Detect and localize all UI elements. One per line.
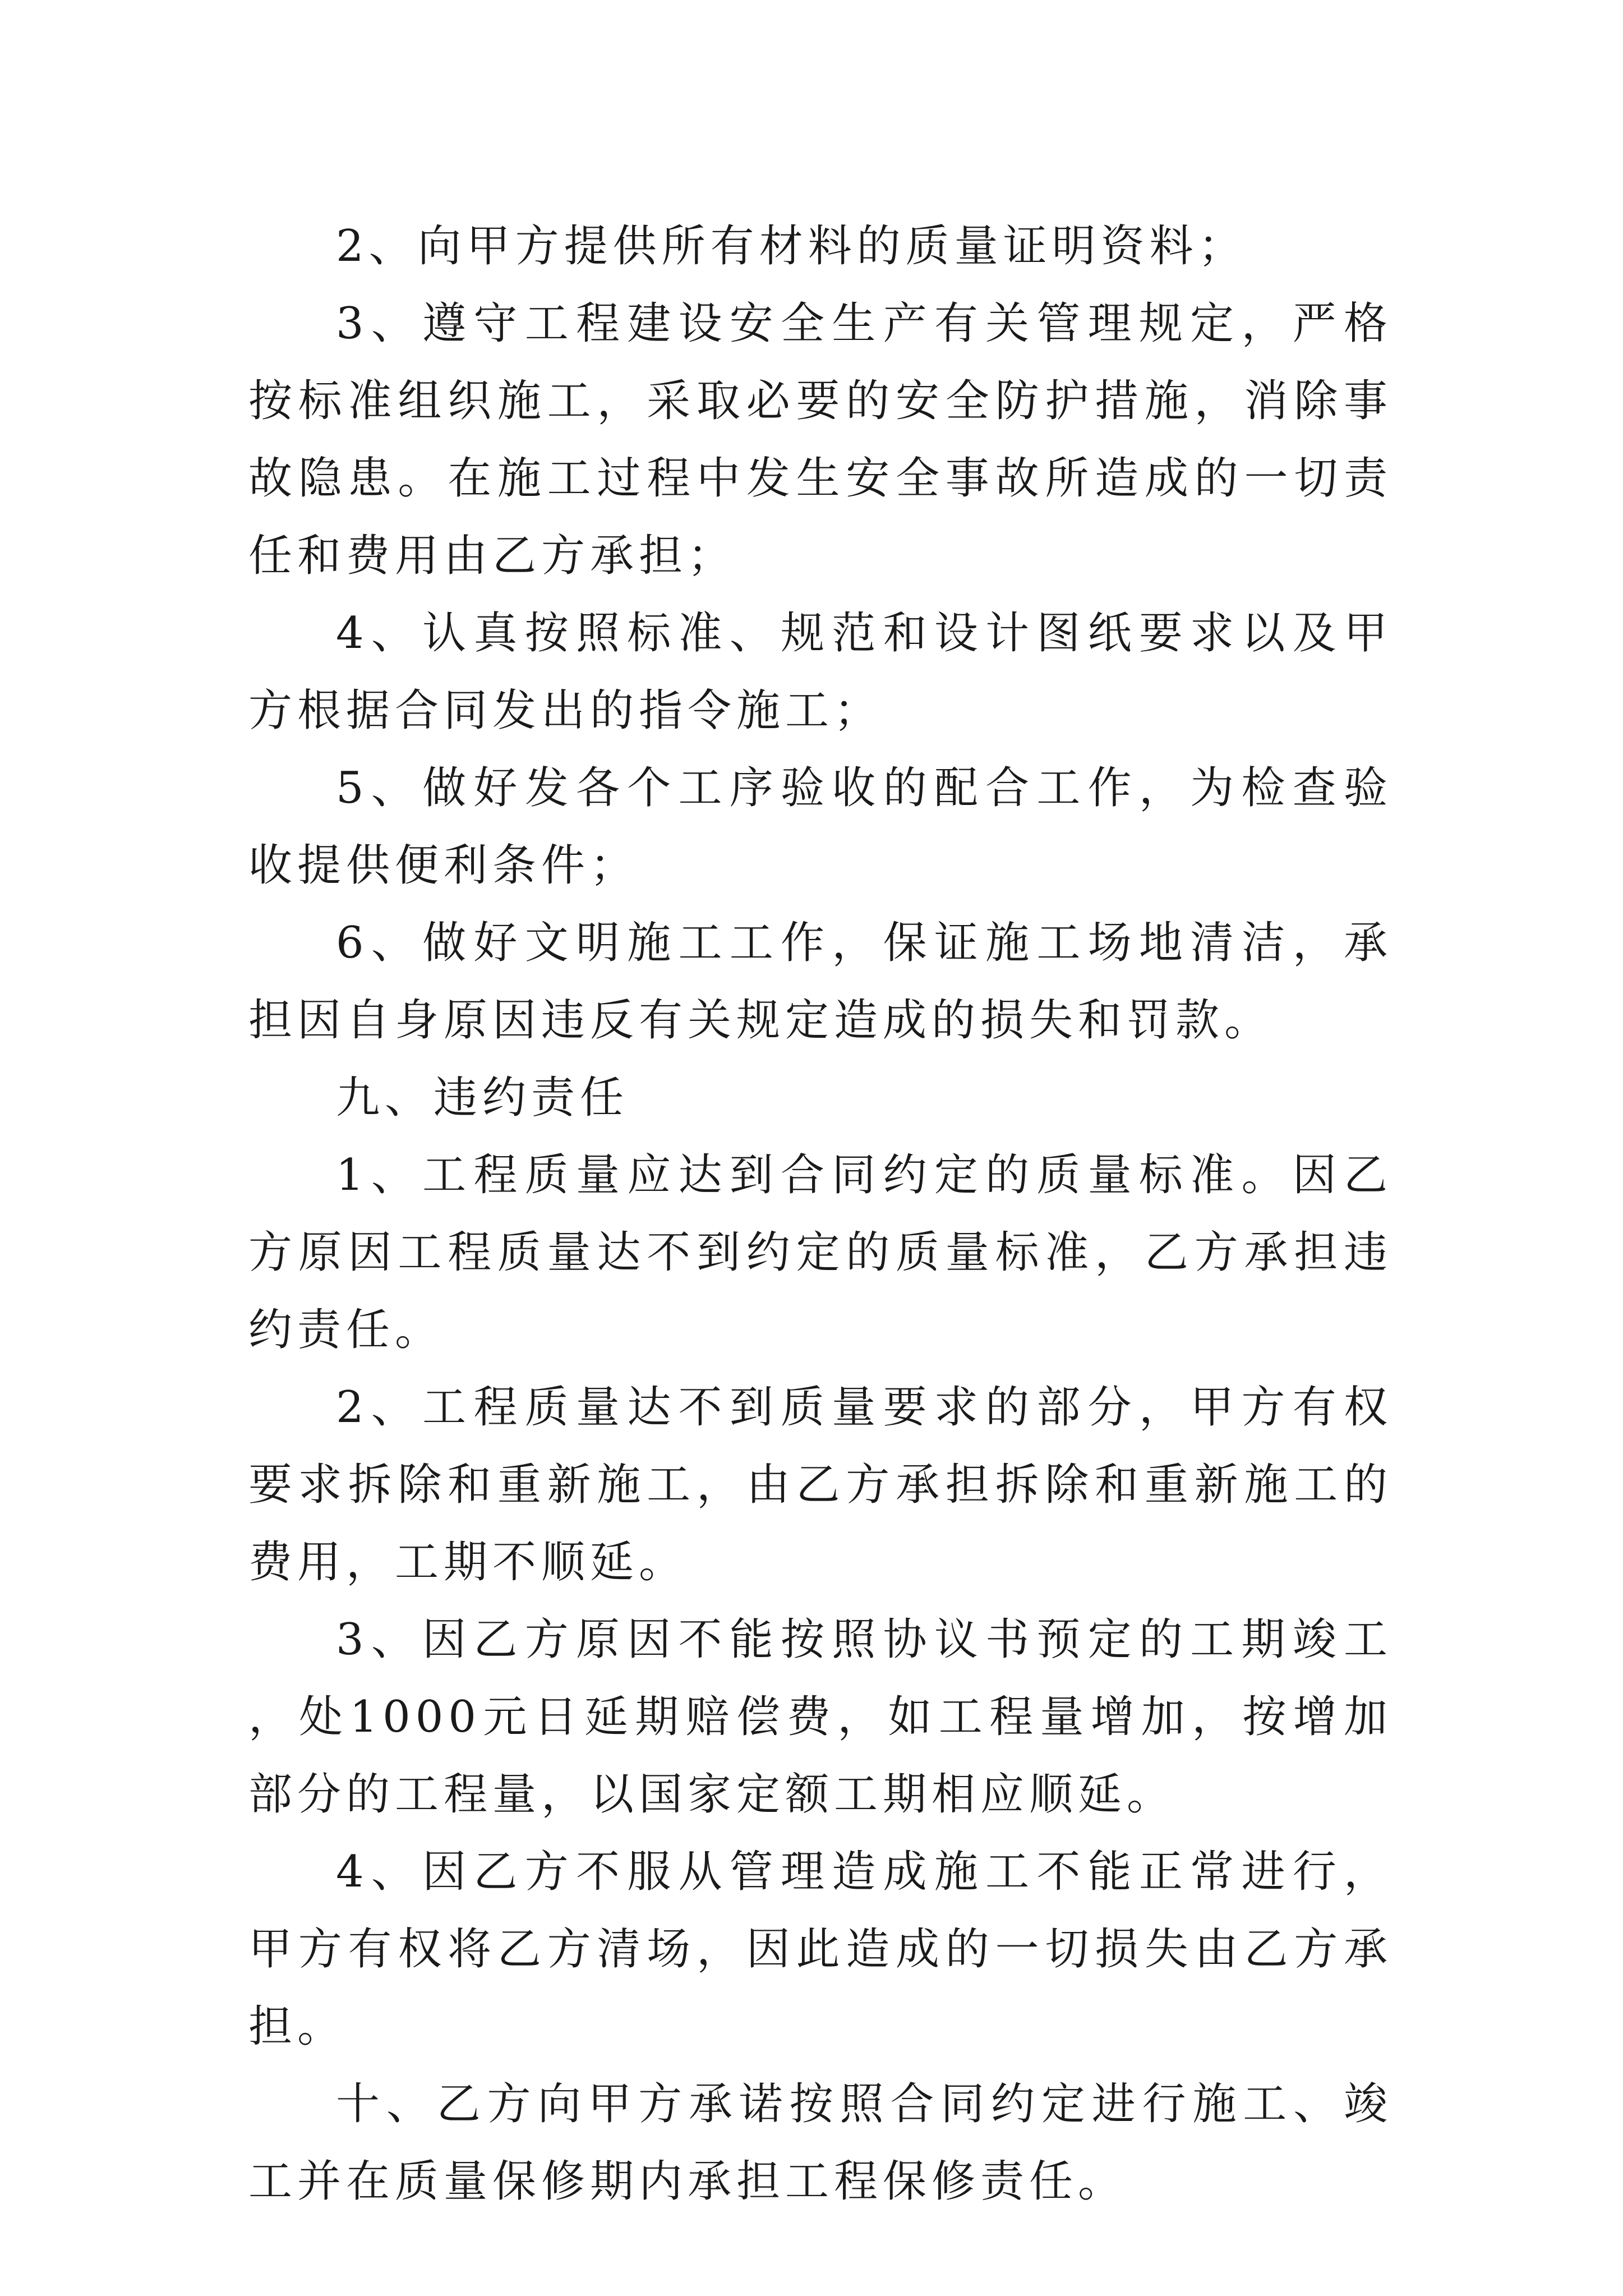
document-page	[248, 208, 1393, 2220]
clause-2-material-certificates: 2、向甲方提供所有材料的质量证明资料；	[336, 221, 1247, 272]
breach-clause-3-delay: 3、因乙方原因不能按照协议书预定的工期竣工，处1000元日延期赔偿费，如工程量增加，按增加部分的工程量，以国家定额工期相应顺延。	[248, 1614, 1393, 1820]
clause-6-civilized-construction: 6、做好文明施工工作，保证施工场地清洁，承担因自身原因违反有关规定造成的损失和罚款。	[248, 918, 1393, 1046]
breach-clause-4-management: 4、因乙方不服从管理造成施工不能正常进行，甲方有权将乙方清场，因此造成的一切损失由乙方承担。	[248, 1847, 1393, 2052]
clause-4-construction-standards: 4、认真按照标准、规范和设计图纸要求以及甲方根据合同发出的指令施工；	[248, 608, 1393, 736]
clause-5-inspection-cooperation: 5、做好发各个工序验收的配合工作，为检查验收提供便利条件；	[248, 763, 1393, 891]
breach-clause-1-quality: 1、工程质量应达到合同约定的质量标准。因乙方原因工程质量达不到约定的质量标准，乙方承担违约责任。	[248, 1150, 1393, 1355]
section-10-warranty-commitment: 十、乙方向甲方承诺按照合同约定进行施工、竣工并在质量保修期内承担工程保修责任。	[248, 2079, 1393, 2207]
section-9-heading: 九、违约责任	[336, 1073, 629, 1123]
breach-clause-2-rework: 2、工程质量达不到质量要求的部分，甲方有权要求拆除和重新施工，由乙方承担拆除和重新施工的费用，工期不顺延。	[248, 1382, 1393, 1588]
clause-3-safety-regulations: 3、遵守工程建设安全生产有关管理规定，严格按标准组织施工，采取必要的安全防护措施，消除事故隐患。在施工过程中发生安全事故所造成的一切责任和费用由乙方承担；	[248, 298, 1393, 581]
